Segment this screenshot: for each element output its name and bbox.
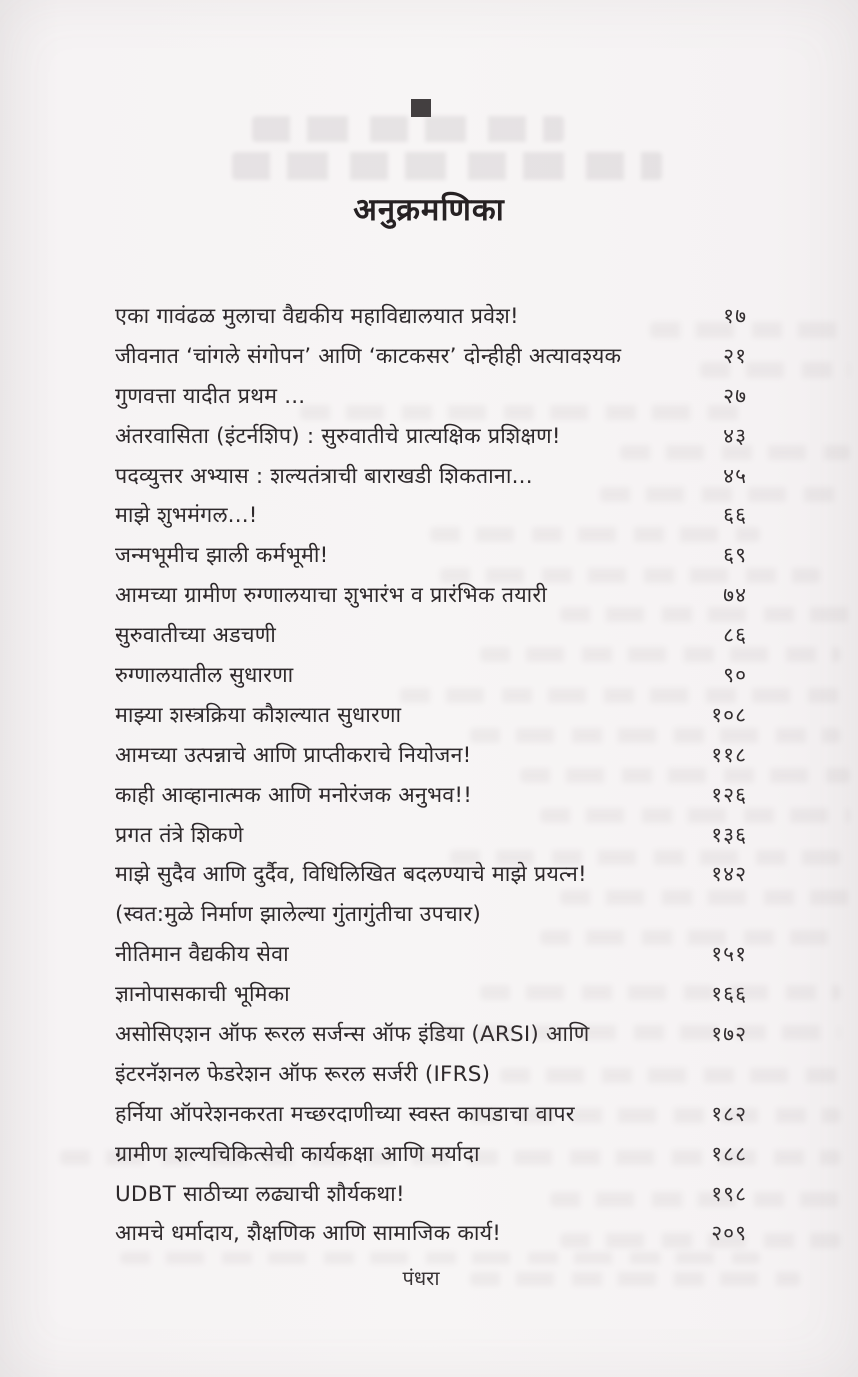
- bleed-through-smudge: [500, 1068, 840, 1083]
- toc-entry-page-number: १८८: [711, 1141, 747, 1166]
- bleed-through-smudge: [700, 362, 850, 378]
- toc-entry-title: माझे शुभमंगल...!: [115, 503, 258, 529]
- bleed-through-smudge: [480, 647, 840, 662]
- toc-entry-title: असोसिएशन ऑफ रूरल सर्जन्स ऑफ इंडिया (ARSI) आणि: [115, 1022, 590, 1048]
- toc-entry-page-number: ७४: [723, 583, 747, 608]
- toc-entry-page-number: ४३: [723, 423, 747, 448]
- page-title: अनुक्रमणिका: [353, 192, 505, 228]
- toc-entry-page-number: १७२: [711, 1022, 747, 1047]
- toc-entry-page-number: ६६: [723, 503, 747, 528]
- bleed-through-smudge: [540, 808, 850, 823]
- toc-entry-page-number: २०९: [711, 1221, 747, 1246]
- toc-entry-title: आमच्या ग्रामीण रुग्णालयाचा शुभारंभ व प्रारंभिक तयारी: [115, 583, 547, 609]
- bleed-through-text: [252, 116, 564, 142]
- bleed-through-smudge: [550, 1192, 840, 1207]
- toc-entry-title: रुग्णालयातील सुधारणा: [115, 663, 294, 689]
- toc-entry-title: जीवनात ‘चांगले संगोपन’ आणि ‘काटकसर’ दोन्हीही अत्यावश्यक: [115, 343, 622, 369]
- toc-entry-title: जन्मभूमीच झाली कर्मभूमी!: [115, 543, 329, 569]
- bleed-through-smudge: [600, 487, 850, 502]
- bleed-through-smudge: [650, 322, 840, 338]
- bleed-through-smudge: [520, 768, 850, 783]
- toc-entry-title: पदव्युत्तर अभ्यास : शल्यतंत्राची बाराखडी शिकताना...: [115, 463, 533, 489]
- toc-entry-page-number: ४५: [723, 463, 747, 488]
- bleed-through-smudge: [120, 1252, 760, 1264]
- toc-entry-page-number: ११८: [711, 742, 747, 767]
- bleed-through-smudge: [470, 1272, 800, 1286]
- bleed-through-smudge: [430, 1025, 840, 1040]
- toc-entry-page-number: १५१: [711, 942, 747, 967]
- toc-entry-title: (स्वत:मुळे निर्माण झालेल्या गुंतागुंतीचा उपचार): [115, 902, 481, 928]
- toc-entry-title: अंतरवासिता (इंटर्नशिप) : सुरुवातीचे प्रात्यक्षिक प्रशिक्षण!: [115, 423, 561, 449]
- toc-entry-page-number: २७: [723, 383, 747, 408]
- toc-entry-title: इंटरनॅशनल फेडरेशन ऑफ रूरल सर्जरी (IFRS): [115, 1061, 491, 1087]
- toc-entry-title: हर्निया ऑपरेशनकरता मच्छरदाणीच्या स्वस्त कापडाचा वापर: [115, 1101, 575, 1127]
- bleed-through-smudge: [470, 1108, 840, 1123]
- toc-entry-title: आमच्या उत्पन्नाचे आणि प्राप्तीकराचे नियोजन!: [115, 742, 472, 768]
- toc-entry-title: सुरुवातीच्या अडचणी: [115, 623, 277, 649]
- toc-entry-title: आमचे धर्मादाय, शैक्षणिक आणि सामाजिक कार्य!: [115, 1221, 502, 1247]
- bleed-through-smudge: [470, 728, 840, 743]
- toc-entry-title: एका गावंढळ मुलाचा वैद्यकीय महाविद्यालयात प्रवेश!: [115, 304, 519, 329]
- toc-entry-page-number: १६६: [711, 982, 747, 1007]
- toc-entry-page-number: ९०: [723, 663, 747, 688]
- bleed-through-smudge: [300, 405, 750, 420]
- bleed-through-smudge: [560, 607, 850, 622]
- toc-row: [115, 341, 747, 381]
- toc-entry-page-number: ६९: [723, 543, 747, 568]
- toc-entry-page-number: १७: [723, 304, 747, 328]
- page-number-word: पंधरा: [402, 1266, 440, 1290]
- bleed-through-smudge: [440, 568, 820, 583]
- bleed-through-smudge: [540, 930, 840, 945]
- toc-entry-title: गुणवत्ता यादीत प्रथम ...: [115, 383, 306, 409]
- toc-entry-page-number: ८६: [723, 623, 747, 648]
- toc-entry-page-number: १३६: [711, 822, 747, 847]
- toc-row: [115, 939, 747, 979]
- bleed-through-smudge: [430, 527, 760, 542]
- bleed-through-smudge: [560, 890, 850, 905]
- toc-entry-title: माझ्या शस्त्रक्रिया कौशल्यात सुधारणा: [115, 702, 402, 728]
- toc-entry-title: UDBT साठीच्या लढ्याची शौर्यकथा!: [115, 1181, 405, 1207]
- toc-entry-title: नीतिमान वैद्यकीय सेवा: [115, 942, 289, 968]
- bleed-through-smudge: [60, 1150, 840, 1165]
- toc-entry-title: प्रगत तंत्रे शिकणे: [115, 822, 244, 848]
- toc-entry-page-number: १२६: [711, 782, 747, 807]
- bleed-through-smudge: [450, 850, 840, 865]
- bleed-through-text: [232, 152, 662, 180]
- toc-entry-title: ज्ञानोपासकाची भूमिका: [115, 982, 290, 1008]
- toc-entry-page-number: १०८: [711, 702, 747, 727]
- toc-entry-title: काही आव्हानात्मक आणि मनोरंजक अनुभव!!: [115, 782, 473, 808]
- toc-entry-page-number: २१: [723, 343, 747, 368]
- bleed-through-smudge: [480, 985, 840, 1000]
- toc-entry-page-number: १८२: [711, 1101, 747, 1126]
- section-marker-square: [411, 99, 431, 117]
- toc-entry-page-number: १४२: [711, 862, 747, 887]
- toc-entry-page-number: १९८: [711, 1181, 747, 1206]
- bleed-through-smudge: [400, 688, 840, 703]
- toc-entry-title: माझे सुदैव आणि दुर्दैव, विधिलिखित बदलण्याचे माझे प्रयत्न!: [115, 862, 587, 888]
- bleed-through-smudge: [620, 445, 850, 460]
- toc-entry-title: ग्रामीण शल्यचिकित्सेची कार्यकक्षा आणि मर्यादा: [115, 1141, 480, 1167]
- bleed-through-smudge: [560, 1233, 840, 1248]
